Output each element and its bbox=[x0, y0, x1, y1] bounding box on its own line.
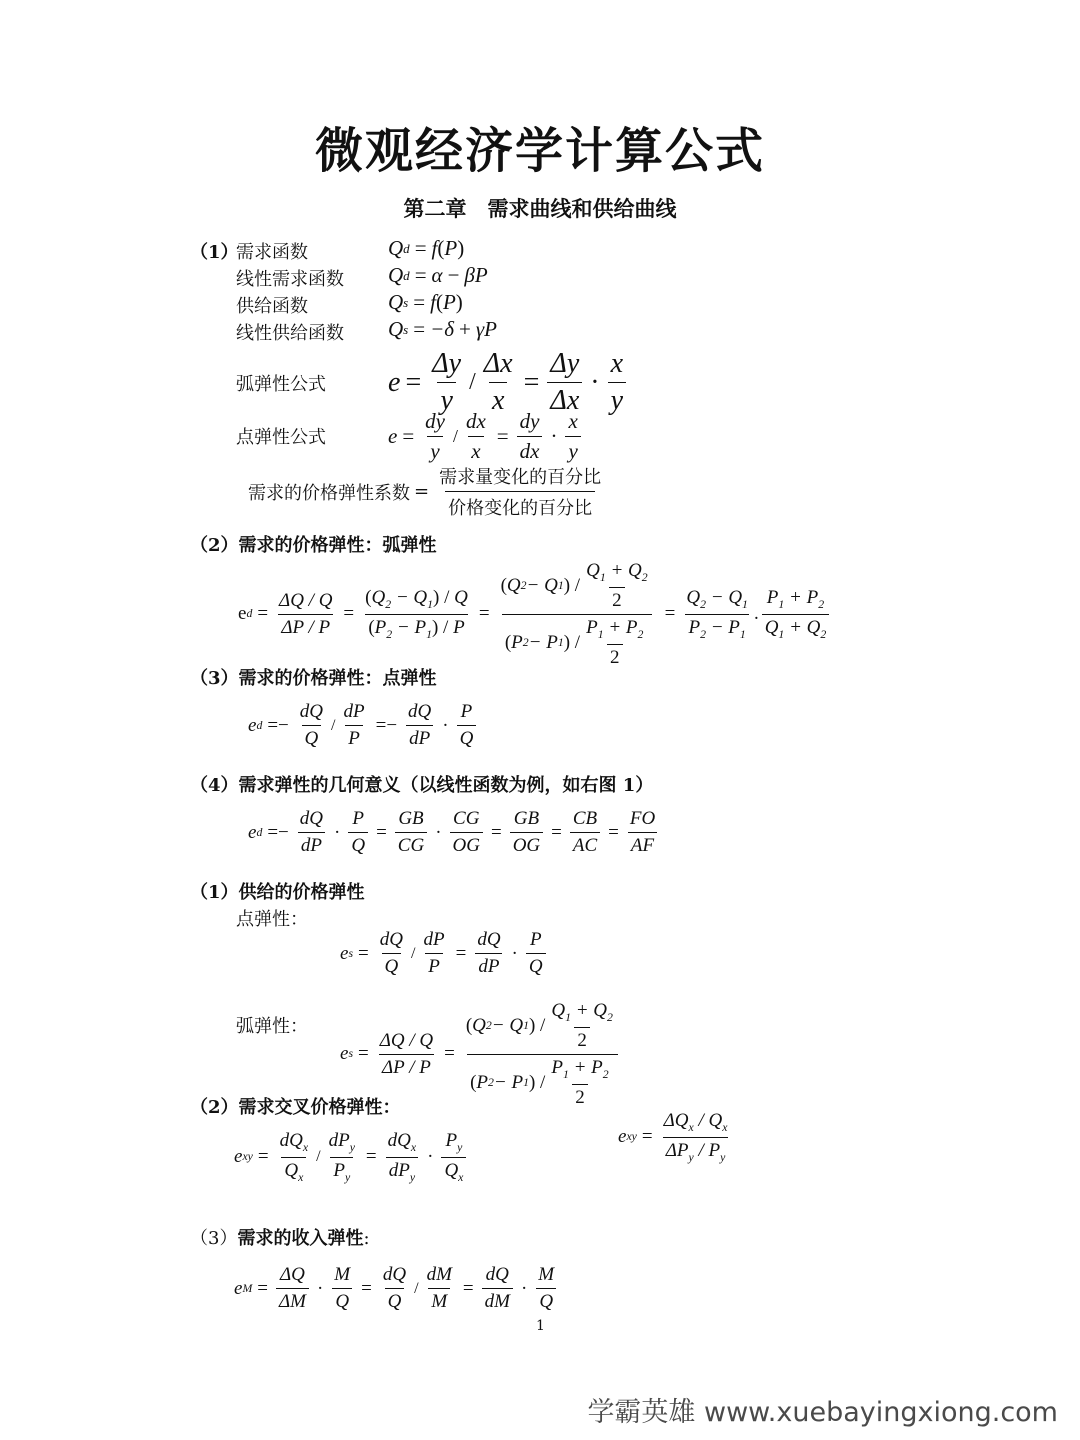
coef-label: 需求的价格弹性系数 bbox=[248, 482, 410, 504]
income-section-number: （3） bbox=[190, 1228, 238, 1249]
section-3-heading: （3）需求的价格弹性：点弹性 bbox=[190, 668, 437, 689]
watermark: 学霸英雄 www.xuebayingxiong.com bbox=[587, 1397, 1058, 1428]
formula-supply-point-elasticity: e s = $\frac{dQ}{Q}$ / $\frac{dP}{P}$ = $\frac{dQ}{dP}$ · $\frac{P}{Q}$ bbox=[340, 929, 549, 978]
income-section-title: 需求的收入弹性 bbox=[237, 1228, 364, 1249]
formula-cross-elasticity-arc: e xy = $\frac{\Delta Q_x / Q_x}{\Delta P_y / P_y}$ bbox=[618, 1110, 728, 1164]
coef-denominator: 价格变化的百分比 bbox=[445, 491, 595, 520]
formula-linear-supply: Q s = −δ + γP bbox=[388, 317, 497, 341]
formula-supply-function: Q s = f ( P ) bbox=[388, 290, 463, 314]
section-4-heading: （4）需求弹性的几何意义（以线性函数为例，如右图 1） bbox=[190, 775, 654, 796]
formula-demand-arc-elasticity: e d = $\frac{\Delta Q / Q}{\Delta P / P}$ = $\frac{(Q_2 - Q_1) / Q}{(P_2 - P_1) / P}$ = ( Q 2 − Q 1 ) / $\frac{Q_1 + Q_2}{2}$ ( P 2 − P 1 ) / $\frac{P_1 + P_2}{2}$ = $\frac{Q_2 - Q_1}{P_2 - P_1}$ . $\frac{P_1 + P_2}{Q_1 + Q_2}$ bbox=[238, 560, 832, 669]
formula-demand-point-elasticity: e d =− $\frac{dQ}{Q}$ / $\frac{dP}{P}$ =− $\frac{dQ}{dP}$ · $\frac{P}{Q}$ bbox=[248, 701, 479, 750]
label-supply-arc-elasticity: 弧弹性： bbox=[236, 1016, 308, 1037]
label-linear-demand-function: 线性需求函数 bbox=[236, 269, 344, 290]
formula-cross-elasticity-point: e xy = $\frac{dQ_x}{Q_x}$ / $\frac{dP_y}{P_y}$ = $\frac{dQ_x}{dP_y}$ · $\frac{P_y}{Q_x}$ bbox=[234, 1130, 469, 1185]
label-supply-point-elasticity: 点弹性： bbox=[236, 909, 308, 930]
page-number: 1 bbox=[536, 1318, 545, 1334]
section-cross-elasticity-heading: （2）需求交叉价格弹性： bbox=[190, 1097, 401, 1118]
chapter-heading: 第二章 需求曲线和供给曲线 bbox=[403, 196, 677, 221]
coef-numerator: 需求量变化的百分比 bbox=[439, 467, 602, 488]
income-section-colon: : bbox=[363, 1228, 370, 1249]
section-supply-elasticity-heading: （1）供给的价格弹性 bbox=[190, 882, 365, 903]
label-linear-supply-function: 线性供给函数 bbox=[236, 323, 344, 344]
page-title: 微观经济学计算公式 bbox=[314, 123, 765, 179]
formula-supply-arc-elasticity: e s = $\frac{\Delta Q / Q}{\Delta P / P}$ = ( Q 2 − Q 1 ) / $\frac{Q_1 + Q_2}{2}$ ( P 2 − P 1 ) / $\frac{P_1 + P_2}{2}$ bbox=[340, 1000, 625, 1109]
section-1-number: （1） bbox=[190, 242, 239, 263]
formula-arc-elasticity: e = $\frac{\Delta y}{y}$ / $\frac{\Delta x}{x}$ = $\frac{\Delta y}{\Delta x}$ · $\frac{x}{y}$ bbox=[388, 348, 629, 417]
label-demand-function: 需求函数 bbox=[236, 242, 308, 263]
label-arc-elasticity-formula: 弧弹性公式 bbox=[236, 374, 326, 395]
formula-point-elasticity: e = $\frac{dy}{y}$ / $\frac{dx}{x}$ = $\frac{dy}{dx}$ · $\frac{x}{y}$ bbox=[388, 409, 584, 464]
formula-income-elasticity: e M = $\frac{\Delta Q}{\Delta M}$ · $\frac{M}{Q}$ = $\frac{dQ}{Q}$ / $\frac{dM}{M}$ = $\frac{dQ}{dM}$ · $\frac{M}{Q}$ bbox=[234, 1264, 555, 1312]
formula-demand-function: Q d = f ( P ) bbox=[388, 236, 465, 260]
section-2-heading: （2）需求的价格弹性：弧弹性 bbox=[190, 535, 437, 556]
formula-linear-demand: Q d = α − βP bbox=[388, 263, 488, 287]
section-income-elasticity-heading bbox=[190, 1224, 370, 1250]
label-point-elasticity-formula: 点弹性公式 bbox=[236, 427, 326, 448]
formula-geometric-elasticity: e d =− $\frac{dQ}{dP}$ · $\frac{P}{Q}$ = $\frac{GB}{CG}$ · $\frac{CG}{OG}$ = $\frac{GB}{OG}$ = $\frac{CB}{AC}$ = $\frac{FO}{AF}$ bbox=[248, 808, 656, 856]
label-supply-function: 供给函数 bbox=[236, 296, 308, 317]
price-elasticity-coefficient-definition: 需求的价格弹性系数 = $\frac{\text{需求量变化的百分比}}{\text{价格变化的百分比}}$ bbox=[248, 463, 607, 520]
